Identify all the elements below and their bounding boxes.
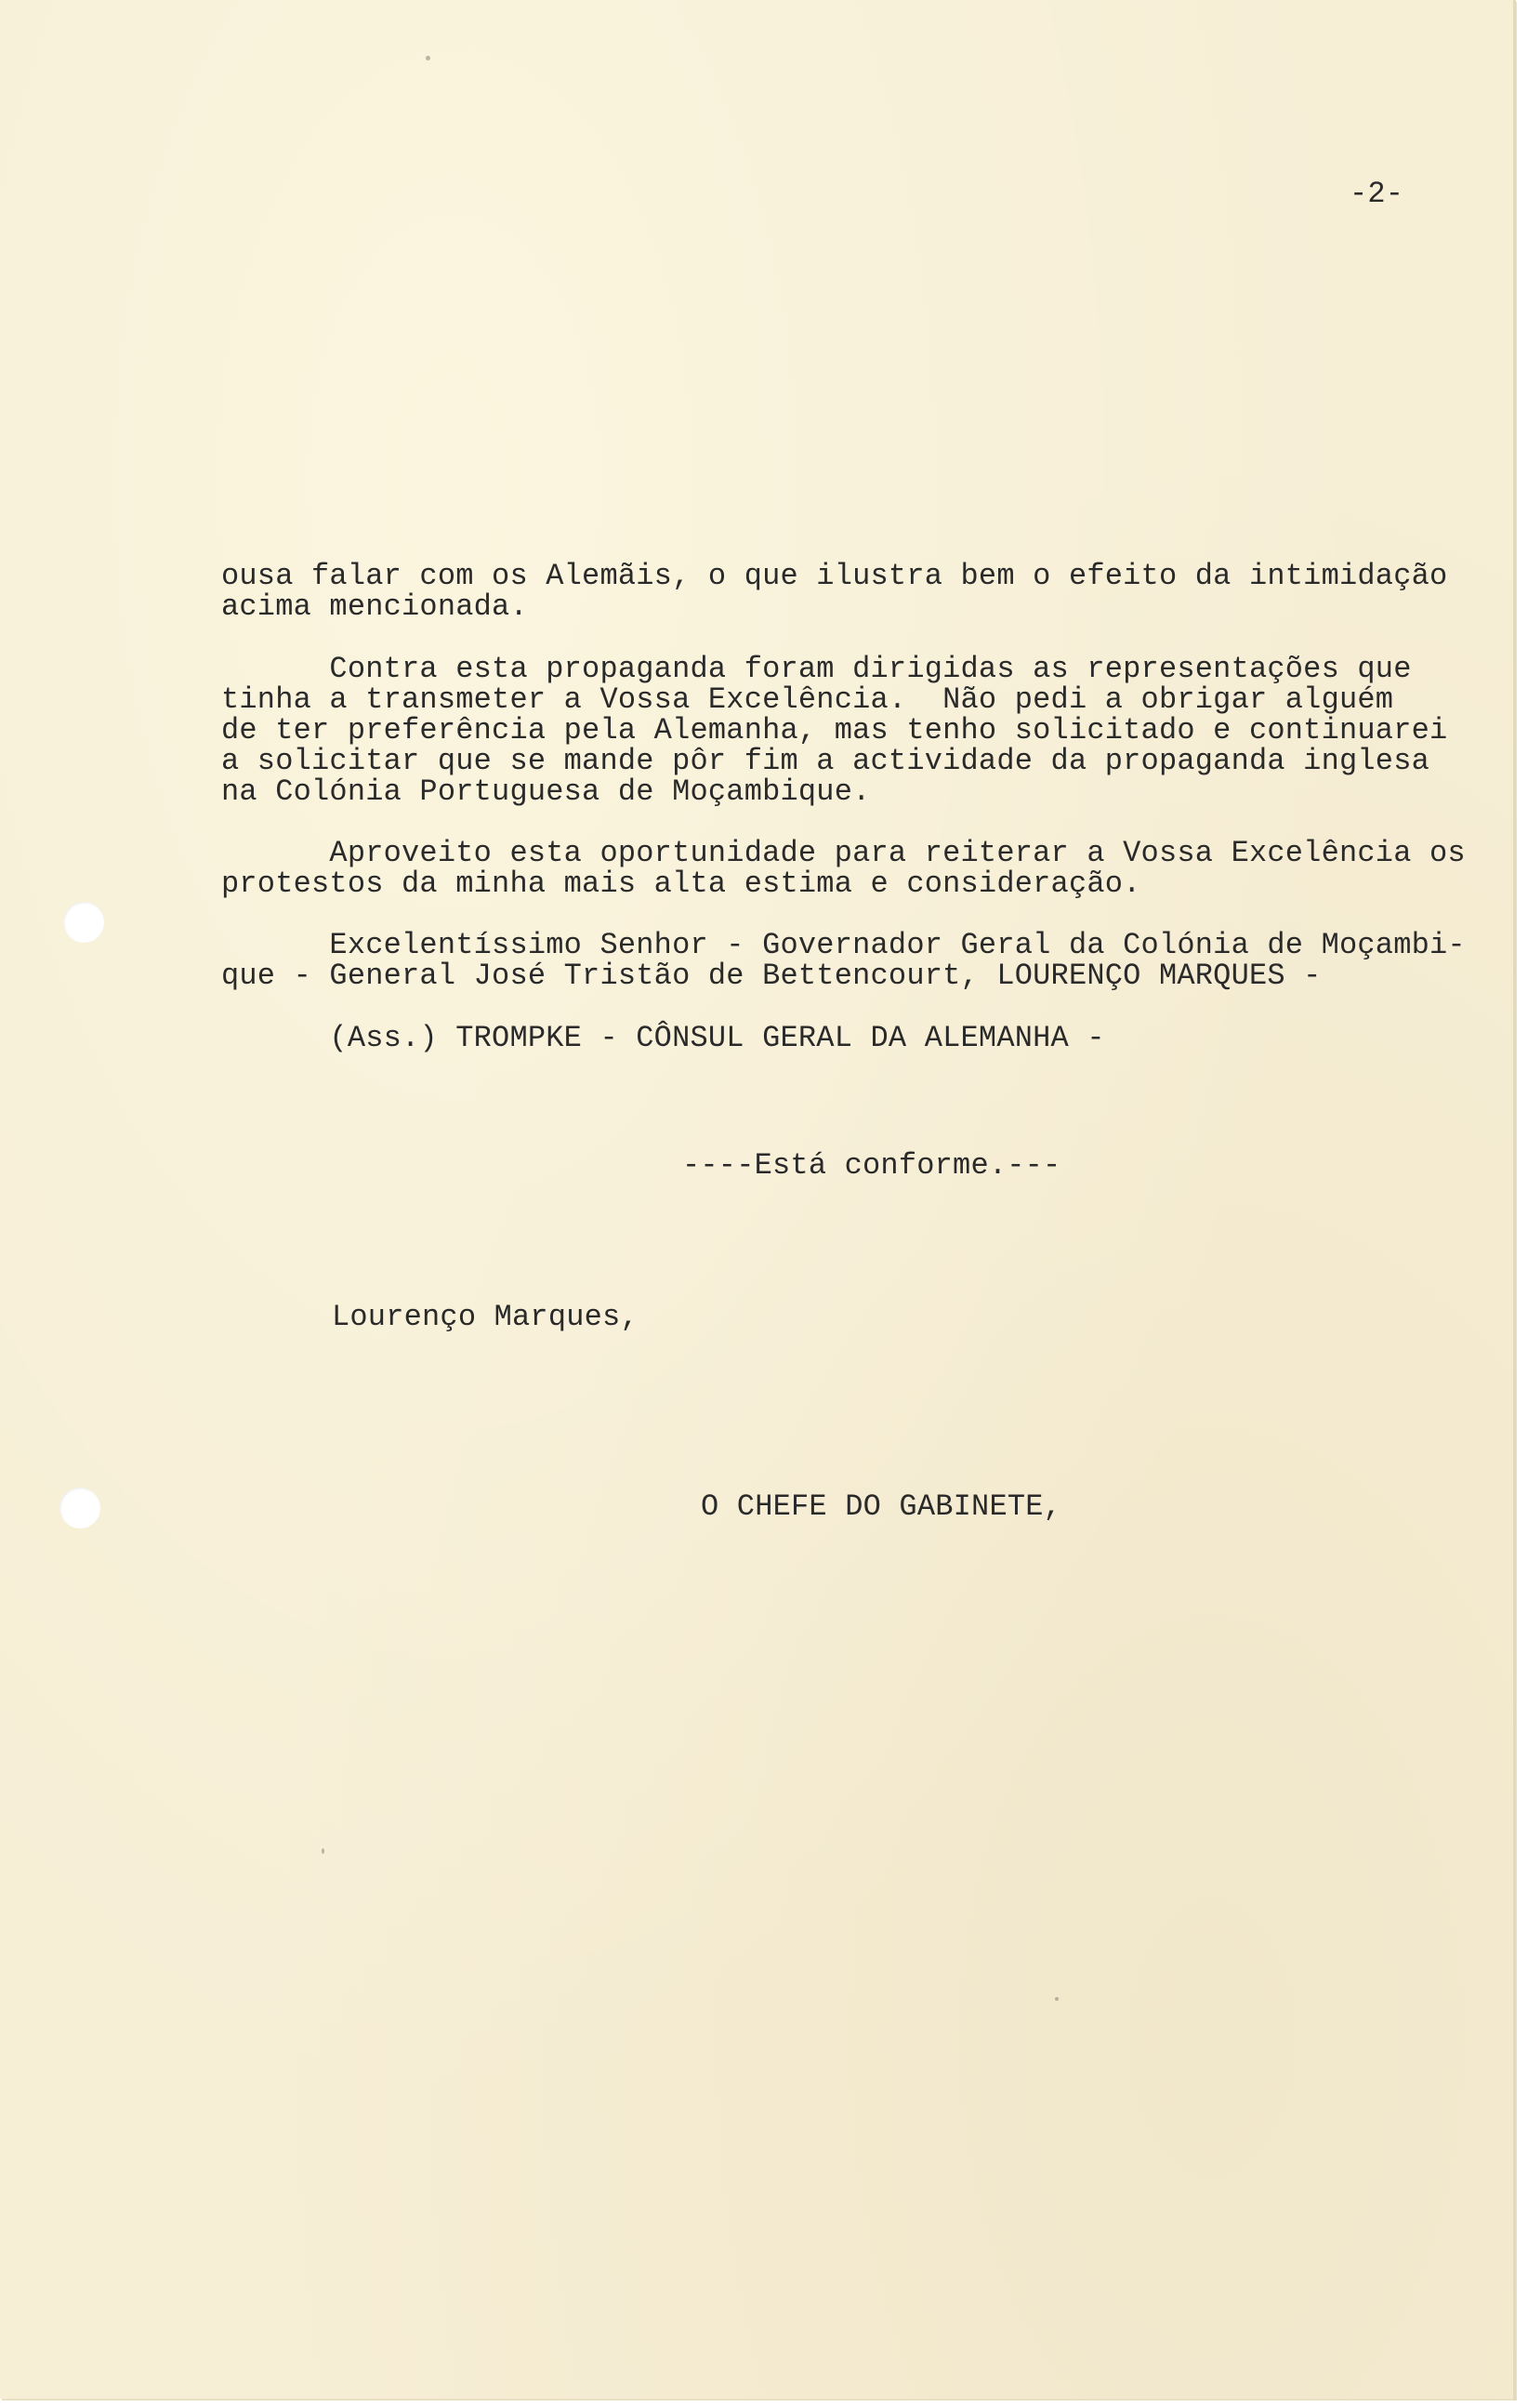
page-number: -2- bbox=[1350, 177, 1404, 211]
punch-hole-top bbox=[63, 902, 104, 943]
addressee-line-2: que - General José Tristão de Bettencourt, LOURENÇO MARQUES - bbox=[221, 959, 1322, 993]
addressee-line-1: Excelentíssimo Senhor - Governador Geral da Colónia de Moçambi- bbox=[221, 928, 1466, 962]
paragraph-2-line-5: na Colónia Portuguesa de Moçambique. bbox=[221, 774, 871, 809]
paragraph-3-line-2: protestos da minha mais alta estima e consideração. bbox=[221, 867, 1141, 901]
paragraph-3-line-1: Aproveito esta oportunidade para reiterar a Vossa Excelência os bbox=[221, 836, 1466, 870]
paragraph-2-line-2: tinha a transmeter a Vossa Excelência. Não pedi a obrigar alguém bbox=[221, 682, 1394, 717]
paper-speck bbox=[426, 56, 430, 60]
punch-hole-bottom bbox=[59, 1488, 100, 1528]
paragraph-2-line-1: Contra esta propaganda foram dirigidas as representações que bbox=[221, 652, 1412, 686]
signature-line: (Ass.) TROMPKE - CÔNSUL GERAL DA ALEMANHA - bbox=[221, 1021, 1105, 1055]
certification-line: ----Está conforme.--- bbox=[682, 1148, 1061, 1183]
place-line: Lourenço Marques, bbox=[332, 1300, 639, 1334]
page-edge bbox=[1513, 0, 1516, 2401]
paragraph-1-line-2: acima mencionada. bbox=[221, 589, 528, 624]
paragraph-2-line-4: a solicitar que se mande pôr fim a actividade da propaganda inglesa bbox=[221, 744, 1430, 778]
paragraph-1-line-1: ousa falar com os Alemãis, o que ilustra bem o efeito da intimidação bbox=[221, 559, 1448, 593]
chief-title: O CHEFE DO GABINETE, bbox=[701, 1489, 1062, 1524]
paper-speck bbox=[1055, 1997, 1059, 2001]
paragraph-2-line-3: de ter preferência pela Alemanha, mas tenho solicitado e continuarei bbox=[221, 713, 1448, 748]
paper-speck bbox=[322, 1848, 324, 1854]
